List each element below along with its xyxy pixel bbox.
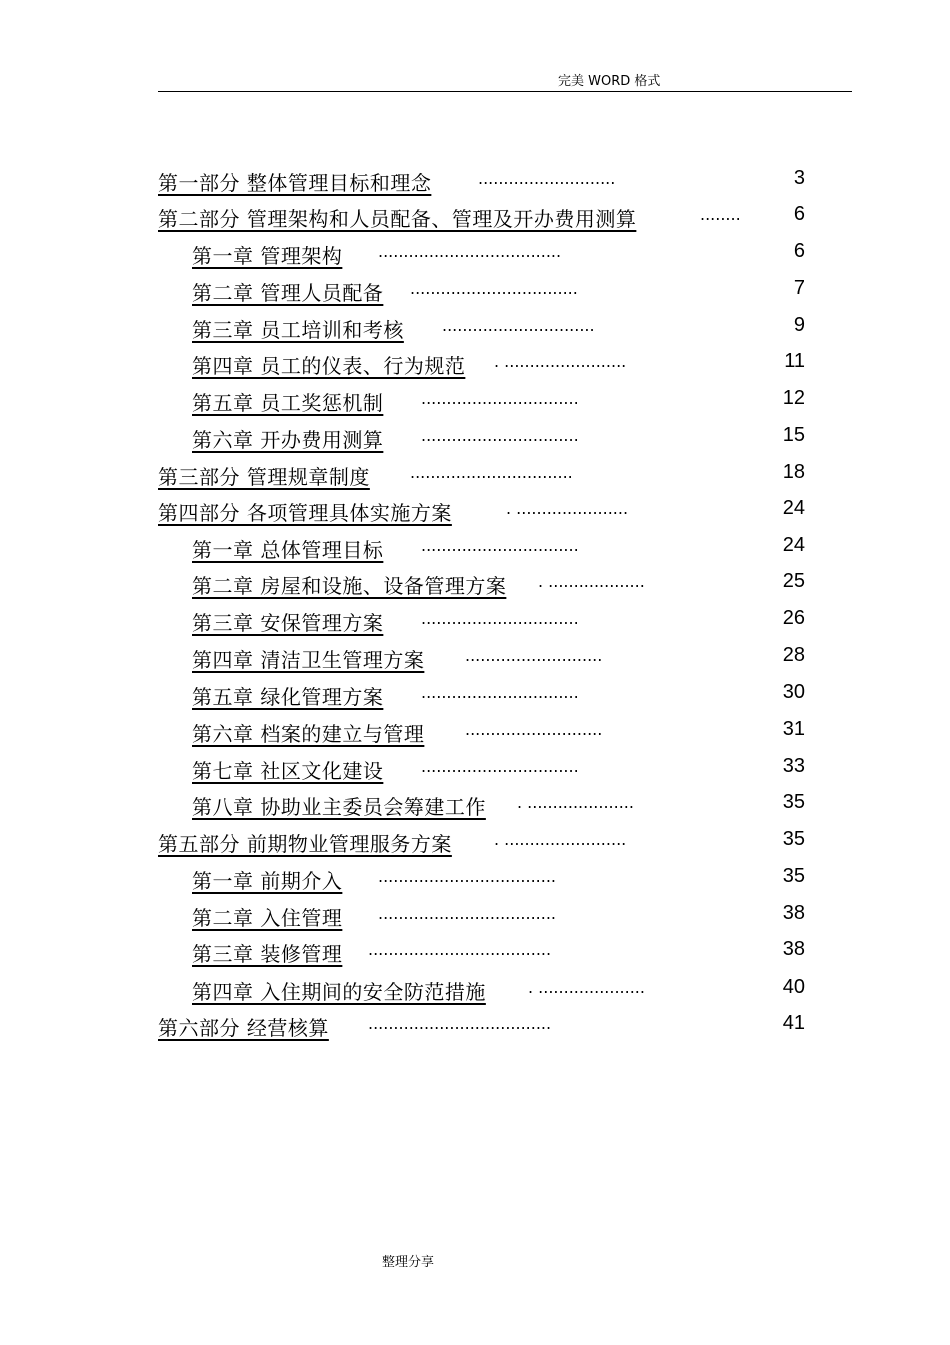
toc-leader-dots: ...................................: [378, 867, 557, 886]
toc-entry-title[interactable]: 第六部分 经营核算: [158, 1016, 329, 1040]
toc-entry-title[interactable]: 第四部分 各项管理具体实施方案: [158, 501, 452, 525]
toc-entry-title[interactable]: 第六章 开办费用测算: [192, 428, 384, 452]
toc-entry[interactable]: [192, 607, 805, 637]
toc-leader-dots: ................................: [410, 463, 573, 482]
toc-leader-dots: ....................................: [378, 242, 562, 261]
toc-entry[interactable]: [192, 240, 805, 270]
toc-entry[interactable]: [192, 534, 805, 564]
toc-entry[interactable]: [158, 167, 805, 197]
toc-leader-dots: ...................................: [378, 904, 557, 923]
toc-entry-title[interactable]: 第七章 社区文化建设: [192, 759, 384, 783]
toc-page-number: 12: [782, 387, 805, 409]
toc-entry[interactable]: [192, 424, 805, 454]
toc-entry[interactable]: [192, 938, 805, 968]
toc-page-number: 38: [782, 902, 805, 924]
toc-entry-title[interactable]: 第二章 房屋和设施、设备管理方案: [192, 574, 507, 598]
toc-leader-dots: .................................: [410, 279, 578, 298]
toc-page-number: 7: [793, 277, 805, 299]
toc-entry-title[interactable]: 第六章 档案的建立与管理: [192, 722, 425, 746]
toc-page-number: 6: [793, 203, 805, 225]
page-header: 完美 WORD 格式: [558, 74, 661, 89]
toc-entry[interactable]: [158, 461, 805, 491]
toc-entry[interactable]: [192, 570, 805, 600]
toc-leader-dots: ...............................: [421, 609, 579, 628]
toc-entry[interactable]: [192, 902, 805, 932]
toc-leader-dots: . ...................: [538, 572, 645, 591]
toc-entry[interactable]: [192, 976, 805, 1006]
toc-entry[interactable]: [158, 497, 805, 527]
toc-page-number: 24: [782, 497, 805, 519]
toc-entry-title[interactable]: 第二章 入住管理: [192, 906, 343, 930]
toc-entry-title[interactable]: 第一章 前期介入: [192, 869, 343, 893]
toc-entry[interactable]: [192, 681, 805, 711]
toc-entry[interactable]: [192, 350, 805, 380]
toc-entry-title[interactable]: 第三章 安保管理方案: [192, 611, 384, 635]
toc-page-number: 35: [782, 865, 805, 887]
toc-entry-title[interactable]: 第五章 员工奖惩机制: [192, 391, 384, 415]
toc-leader-dots: ....................................: [368, 1014, 552, 1033]
toc-page-number: 28: [782, 644, 805, 666]
toc-entry-title[interactable]: 第一章 管理架构: [192, 244, 343, 268]
toc-page-number: 11: [784, 350, 805, 372]
toc-entry-title[interactable]: 第八章 协助业主委员会筹建工作: [192, 795, 486, 819]
toc-page-number: 30: [782, 681, 805, 703]
toc-entry[interactable]: [158, 203, 805, 233]
toc-leader-dots: ...............................: [421, 426, 579, 445]
toc-entry-title[interactable]: 第一部分 整体管理目标和理念: [158, 171, 432, 195]
toc-page-number: 24: [782, 534, 805, 556]
toc-entry-title[interactable]: 第五部分 前期物业管理服务方案: [158, 832, 452, 856]
toc-entry[interactable]: [158, 828, 805, 858]
toc-leader-dots: ...........................: [478, 169, 616, 188]
toc-entry-title[interactable]: 第三章 员工培训和考核: [192, 318, 404, 342]
toc-entry[interactable]: [192, 644, 805, 674]
toc-page-number: 18: [782, 461, 805, 483]
toc-page-number: 33: [782, 755, 805, 777]
toc-page-number: 3: [793, 167, 805, 189]
toc-leader-dots: ...............................: [421, 683, 579, 702]
toc-page-number: 6: [793, 240, 805, 262]
toc-leader-dots: ..............................: [442, 316, 595, 335]
toc-entry-title[interactable]: 第三部分 管理规章制度: [158, 465, 370, 489]
toc-leader-dots: . ......................: [506, 499, 629, 518]
toc-entry[interactable]: [192, 718, 805, 748]
toc-leader-dots: ...............................: [421, 757, 579, 776]
toc-entry[interactable]: [192, 791, 805, 821]
toc-page-number: 9: [793, 314, 805, 336]
toc-entry[interactable]: [192, 865, 805, 895]
toc-leader-dots: . .....................: [528, 978, 645, 997]
toc-entry[interactable]: [192, 277, 805, 307]
toc-entry-title[interactable]: 第五章 绿化管理方案: [192, 685, 384, 709]
toc-leader-dots: ...............................: [421, 536, 579, 555]
toc-leader-dots: ........: [700, 205, 741, 224]
toc-leader-dots: ...........................: [465, 646, 603, 665]
toc-entry[interactable]: [192, 387, 805, 417]
toc-leader-dots: ...........................: [465, 720, 603, 739]
toc-entry[interactable]: [158, 1012, 805, 1042]
toc-entry-title[interactable]: 第三章 装修管理: [192, 942, 343, 966]
toc-leader-dots: ...............................: [421, 389, 579, 408]
toc-page-number: 35: [782, 791, 805, 813]
toc-entry-title[interactable]: 第四章 员工的仪表、行为规范: [192, 354, 466, 378]
toc-leader-dots: . ........................: [494, 830, 627, 849]
toc-page-number: 35: [782, 828, 805, 850]
toc-entry[interactable]: [192, 755, 805, 785]
toc-entry-title[interactable]: 第二部分 管理架构和人员配备、管理及开办费用测算: [158, 207, 637, 231]
toc-page-number: 40: [782, 976, 805, 998]
toc-page-number: 31: [782, 718, 805, 740]
toc-page-number: 41: [782, 1012, 805, 1034]
toc-leader-dots: . .....................: [517, 793, 634, 812]
toc-entry-title[interactable]: 第二章 管理人员配备: [192, 281, 384, 305]
toc-page-number: 38: [782, 938, 805, 960]
toc-page-number: 25: [782, 570, 805, 592]
toc-entry[interactable]: [192, 314, 805, 344]
toc-entry-title[interactable]: 第一章 总体管理目标: [192, 538, 384, 562]
toc-leader-dots: . ........................: [494, 352, 627, 371]
toc-page-number: 15: [782, 424, 805, 446]
toc-entry-title[interactable]: 第四章 入住期间的安全防范措施: [192, 980, 486, 1004]
toc-page-number: 26: [782, 607, 805, 629]
toc-entry-title[interactable]: 第四章 清洁卫生管理方案: [192, 648, 425, 672]
toc-leader-dots: ....................................: [368, 940, 552, 959]
page-footer: 整理分享: [382, 1255, 435, 1270]
